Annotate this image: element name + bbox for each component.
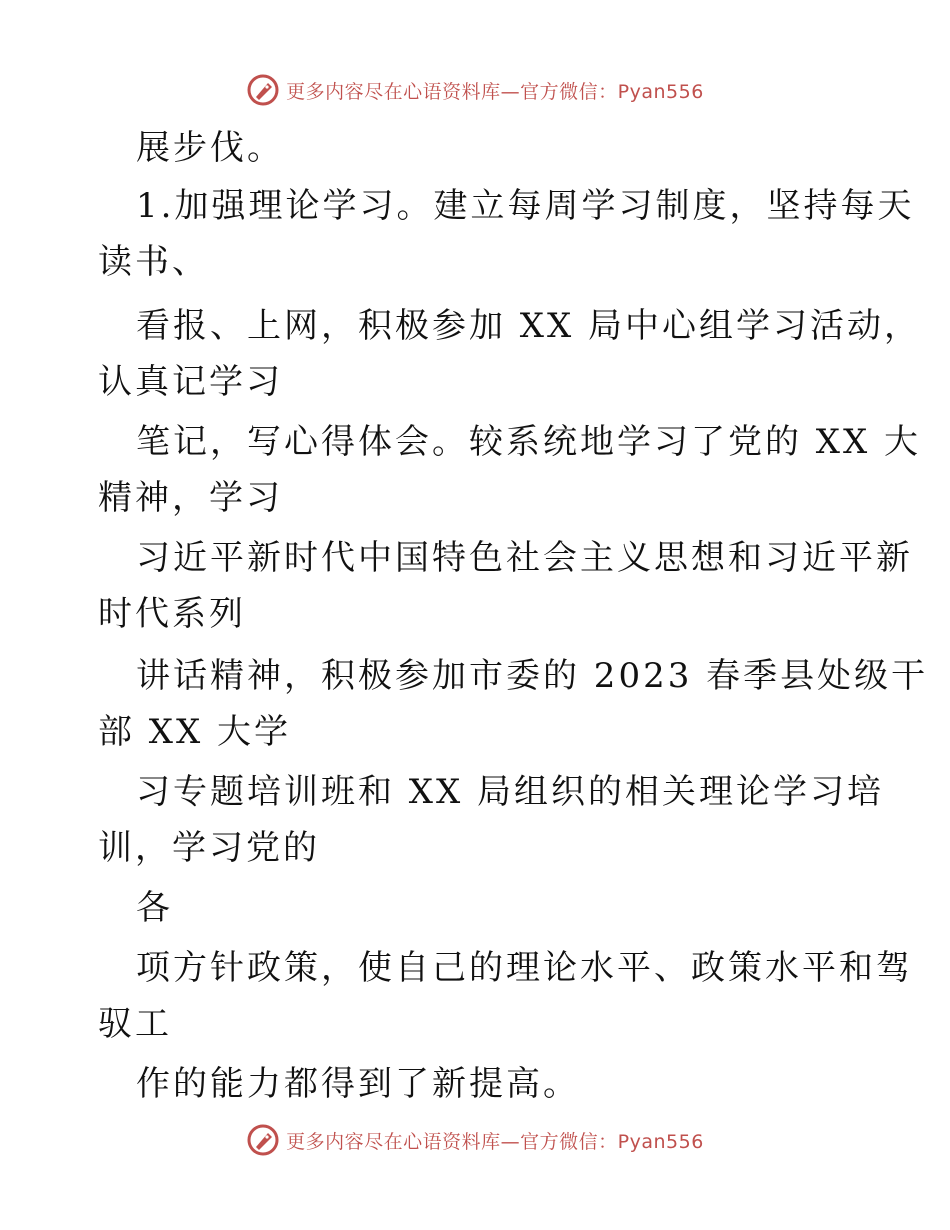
footer-banner[interactable] (0, 1118, 950, 1162)
pen-nib-logo-icon (246, 73, 280, 107)
pen-nib-logo-icon (246, 1123, 280, 1157)
body-line: 项方针政策，使自己的理论水平、政策水平和驾 (136, 948, 913, 988)
header-banner-text (286, 77, 704, 104)
footer-banner-main: 更多内容尽在心语资料库 (286, 1130, 501, 1153)
body-line: 习近平新时代中国特色社会主义思想和习近平新 (136, 538, 913, 578)
body-line: 各 (136, 888, 173, 928)
body-line: 认真记学习 (98, 362, 283, 402)
body-line: 笔记，写心得体会。较系统地学习了党的 XX 大 (136, 422, 922, 462)
body-line: 时代系列 (98, 594, 246, 634)
body-line: 精神，学习 (98, 478, 283, 518)
body-line: 讲话精神，积极参加市委的 2023 春季县处级干 (136, 656, 929, 696)
body-line: 部 XX 大学 (98, 712, 292, 752)
footer-banner-suffix: 官方微信：Pyan556 (520, 1130, 704, 1153)
header-banner[interactable] (0, 68, 950, 112)
body-line: 展步伐。 (136, 128, 284, 168)
footer-banner-text (286, 1127, 704, 1154)
body-line: 读书、 (98, 242, 209, 282)
header-banner-sep: — (500, 80, 521, 103)
header-banner-main: 更多内容尽在心语资料库 (286, 80, 501, 103)
body-line: 1.加强理论学习。建立每周学习制度，坚持每天 (136, 186, 915, 226)
header-banner-suffix: 官方微信：Pyan556 (520, 80, 704, 103)
body-line: 习专题培训班和 XX 局组织的相关理论学习培 (136, 772, 885, 812)
body-line: 作的能力都得到了新提高。 (136, 1064, 580, 1104)
body-line: 驭工 (98, 1004, 172, 1044)
body-line: 训，学习党的 (98, 828, 320, 868)
body-line: 看报、上网，积极参加 XX 局中心组学习活动， (136, 306, 922, 346)
footer-banner-sep: — (500, 1130, 521, 1153)
